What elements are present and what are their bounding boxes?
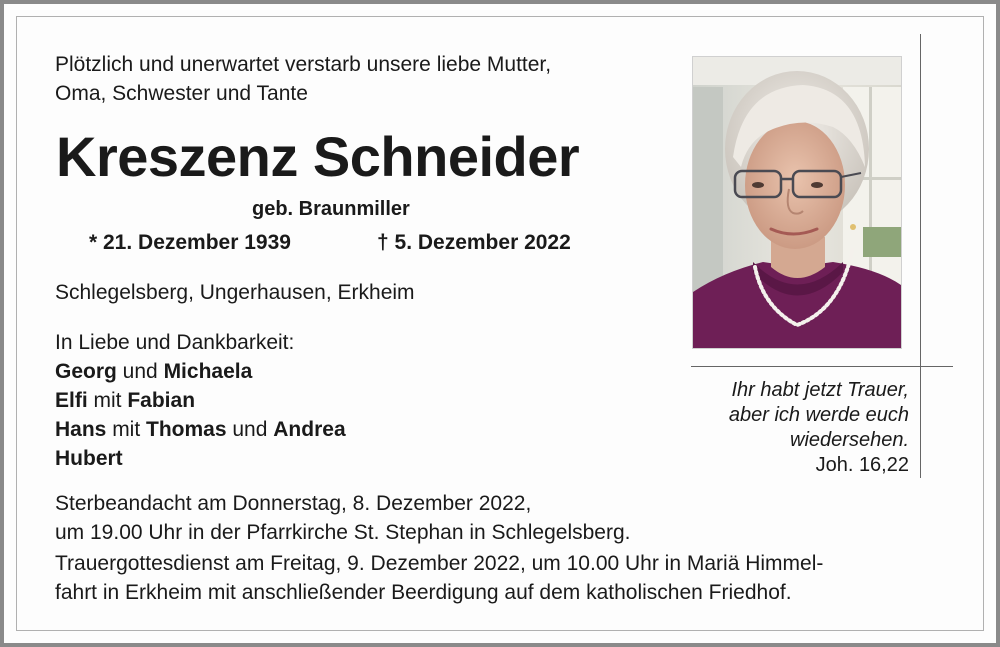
born-name: geb. Braunmiller bbox=[252, 198, 410, 220]
family-sep: mit bbox=[87, 389, 128, 412]
service-line-2: um 19.00 Uhr in der Pfarrkirche St. Stephan in Schlegelsberg. bbox=[55, 521, 631, 544]
family-sep: mit bbox=[106, 418, 147, 441]
service-line-4: fahrt in Erkheim mit anschließender Beerdigung auf dem katholischen Friedhof. bbox=[55, 581, 792, 604]
service-line-3: Trauergottesdienst am Freitag, 9. Dezember 2022, um 10.00 Uhr in Mariä Himmel- bbox=[55, 552, 824, 575]
portrait-photo bbox=[692, 56, 902, 349]
family-sep: und bbox=[116, 360, 164, 383]
birth-date: * 21. Dezember 1939 bbox=[89, 231, 291, 254]
bible-quote bbox=[644, 378, 909, 478]
deceased-name: Kreszenz Schneider bbox=[56, 125, 580, 188]
quote-line-3: wiedersehen. bbox=[790, 429, 909, 451]
family-line-1 bbox=[55, 357, 346, 386]
service-line-1: Sterbeandacht am Donnerstag, 8. Dezember 2022, bbox=[55, 492, 532, 515]
service-funeral bbox=[55, 549, 823, 607]
divider-line bbox=[691, 366, 953, 367]
quote-line-1: Ihr habt jetzt Trauer, bbox=[731, 379, 909, 401]
family-name: Hans bbox=[55, 418, 107, 441]
quote-reference: Joh. 16,22 bbox=[815, 454, 909, 476]
divider-line bbox=[920, 366, 921, 478]
death-date: † 5. Dezember 2022 bbox=[377, 231, 571, 254]
divider-line bbox=[920, 34, 921, 366]
intro-text bbox=[55, 50, 551, 108]
family-name: Fabian bbox=[127, 389, 196, 412]
family-name: Andrea bbox=[273, 418, 346, 441]
family-name: Elfi bbox=[55, 389, 88, 412]
intro-line-2: Oma, Schwester und Tante bbox=[55, 82, 308, 105]
places: Schlegelsberg, Ungerhausen, Erkheim bbox=[55, 281, 415, 304]
family-name: Georg bbox=[55, 360, 117, 383]
family-name: Hubert bbox=[55, 447, 123, 470]
family-line-3 bbox=[55, 415, 346, 444]
family-name: Thomas bbox=[146, 418, 227, 441]
family-heading: In Liebe und Dankbarkeit: bbox=[55, 331, 295, 354]
service-vigil bbox=[55, 489, 630, 547]
quote-line-2: aber ich werde euch bbox=[728, 404, 909, 426]
family-name: Michaela bbox=[163, 360, 253, 383]
family-line-2 bbox=[55, 386, 346, 415]
intro-line-1: Plötzlich und unerwartet verstarb unsere liebe Mutter, bbox=[55, 53, 552, 76]
family-line-4 bbox=[55, 444, 346, 473]
family-list bbox=[55, 328, 346, 473]
portrait-illustration bbox=[693, 57, 901, 348]
family-sep: und bbox=[226, 418, 274, 441]
